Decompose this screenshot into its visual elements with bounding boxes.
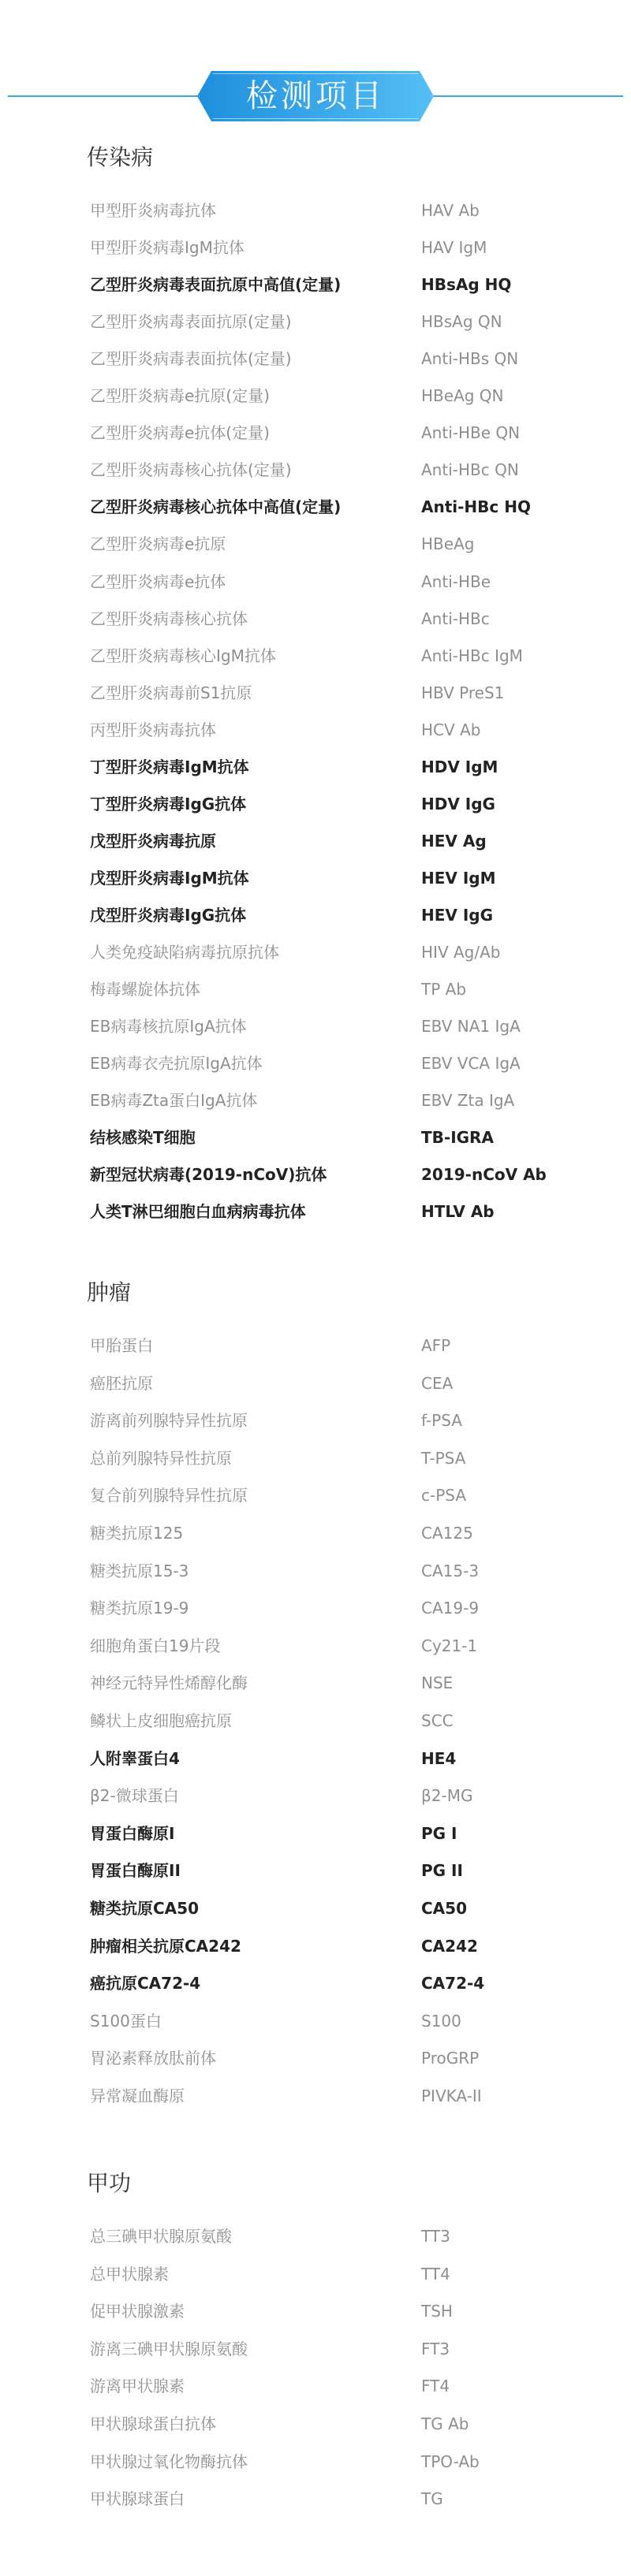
test-item-code: FT3 bbox=[421, 2339, 450, 2358]
test-item-name: 甲状腺过氧化物酶抗体 bbox=[90, 2451, 248, 2471]
test-item-row bbox=[0, 2448, 631, 2475]
test-item-row bbox=[0, 1370, 631, 1397]
test-item-name: 总三碘甲状腺原氨酸 bbox=[90, 2227, 232, 2246]
test-item-name: 肿瘤相关抗原CA242 bbox=[90, 1936, 241, 1956]
test-item-name: 甲型肝炎病毒抗体 bbox=[90, 201, 216, 220]
test-item-code: TSH bbox=[421, 2302, 453, 2321]
test-item-code: Anti-HBc QN bbox=[421, 460, 519, 480]
test-item-code: CA50 bbox=[421, 1899, 467, 1918]
test-item-name: 胃泌素释放肽前体 bbox=[90, 2049, 216, 2068]
test-item-name: 丙型肝炎病毒抗体 bbox=[90, 720, 216, 739]
test-item-code: Anti-HBc IgM bbox=[421, 646, 523, 665]
test-item-row bbox=[0, 345, 631, 372]
test-item-name: 乙型肝炎病毒e抗体(定量) bbox=[90, 423, 270, 443]
test-item-code: CA19-9 bbox=[421, 1599, 480, 1618]
test-item-row bbox=[0, 1124, 631, 1151]
test-item-name: 糖类抗原19-9 bbox=[90, 1599, 189, 1618]
test-item-name: 甲状腺球蛋白抗体 bbox=[90, 2414, 216, 2433]
test-item-code: TPO-Ab bbox=[421, 2451, 480, 2471]
test-item-code: SCC bbox=[421, 1711, 454, 1730]
test-item-name: 戊型肝炎病毒IgM抗体 bbox=[90, 868, 249, 888]
test-item-name: 总前列腺特异性抗原 bbox=[90, 1448, 232, 1468]
test-item-row bbox=[0, 1445, 631, 1472]
page-title: 检测项目 bbox=[246, 78, 385, 114]
test-item-row bbox=[0, 1632, 631, 1659]
test-item-name: 人附睾蛋白4 bbox=[90, 1748, 180, 1768]
test-item-name: 鳞状上皮细胞癌抗原 bbox=[90, 1711, 232, 1730]
test-item-name: 人类免疫缺陷病毒抗原抗体 bbox=[90, 943, 279, 962]
test-item-name: 乙型肝炎病毒e抗体 bbox=[90, 571, 226, 591]
test-item-row bbox=[0, 717, 631, 743]
test-item-code: PIVKA-II bbox=[421, 2086, 482, 2105]
test-item-name: 胃蛋白酶原I bbox=[90, 1823, 175, 1843]
test-item-code: f-PSA bbox=[421, 1411, 462, 1431]
test-item-code: FT4 bbox=[421, 2377, 450, 2396]
test-item-code: HE4 bbox=[421, 1748, 457, 1768]
test-item-row bbox=[0, 382, 631, 409]
test-item-name: 乙型肝炎病毒核心抗体中高值(定量) bbox=[90, 497, 342, 517]
test-item-code: EBV NA1 IgA bbox=[421, 1017, 521, 1037]
test-item-row bbox=[0, 2298, 631, 2325]
test-item-name: 乙型肝炎病毒核心抗体 bbox=[90, 609, 248, 628]
test-item-name: S100蛋白 bbox=[90, 2011, 162, 2031]
test-item-code: S100 bbox=[421, 2011, 461, 2031]
test-item-row bbox=[0, 419, 631, 446]
test-item-row bbox=[0, 2223, 631, 2250]
test-item-row bbox=[0, 939, 631, 966]
test-item-code: HBeAg bbox=[421, 534, 475, 554]
test-item-row bbox=[0, 568, 631, 595]
test-item-name: 游离甲状腺素 bbox=[90, 2377, 185, 2396]
test-item-row bbox=[0, 1161, 631, 1188]
test-item-name: 胃蛋白酶原II bbox=[90, 1861, 181, 1881]
test-item-code: c-PSA bbox=[421, 1486, 467, 1506]
test-item-row bbox=[0, 197, 631, 224]
test-item-name: 丁型肝炎病毒IgM抗体 bbox=[90, 757, 249, 776]
test-item-name: 游离前列腺特异性抗原 bbox=[90, 1411, 248, 1431]
test-item-code: CEA bbox=[421, 1373, 454, 1393]
test-item-row bbox=[0, 1332, 631, 1359]
test-item-code: Cy21-1 bbox=[421, 1636, 478, 1655]
test-item-code: HTLV Ab bbox=[421, 1202, 495, 1222]
test-item-name: 促甲状腺激素 bbox=[90, 2302, 185, 2321]
test-item-row bbox=[0, 2410, 631, 2437]
test-item-name: 乙型肝炎病毒核心IgM抗体 bbox=[90, 646, 276, 665]
test-item-row bbox=[0, 2336, 631, 2362]
test-item-row bbox=[0, 1087, 631, 1114]
test-item-code: TT3 bbox=[421, 2227, 450, 2246]
test-item-code: HDV IgM bbox=[421, 757, 498, 776]
test-item-row bbox=[0, 1198, 631, 1225]
test-item-code: HAV Ab bbox=[421, 201, 480, 220]
section-title: 甲功 bbox=[87, 2170, 132, 2196]
test-item-name: EB病毒Zta蛋白IgA抗体 bbox=[90, 1091, 258, 1111]
test-item-name: 乙型肝炎病毒前S1抗原 bbox=[90, 683, 252, 702]
test-item-row bbox=[0, 1745, 631, 1772]
test-item-name: 戊型肝炎病毒抗原 bbox=[90, 831, 216, 851]
test-item-name: EB病毒核抗原IgA抗体 bbox=[90, 1017, 247, 1037]
test-item-code: TG Ab bbox=[421, 2414, 469, 2433]
test-item-row bbox=[0, 1707, 631, 1734]
test-item-code: HEV IgM bbox=[421, 868, 496, 888]
test-item-row bbox=[0, 1013, 631, 1040]
test-item-code: TT4 bbox=[421, 2264, 450, 2284]
test-item-row bbox=[0, 828, 631, 854]
test-item-name: 乙型肝炎病毒表面抗原中高值(定量) bbox=[90, 275, 342, 295]
test-item-name: 丁型肝炎病毒IgG抗体 bbox=[90, 794, 247, 813]
test-item-name: 新型冠状病毒(2019-nCoV)抗体 bbox=[90, 1165, 327, 1185]
test-item-name: β2-微球蛋白 bbox=[90, 1786, 179, 1806]
test-item-name: 戊型肝炎病毒IgG抗体 bbox=[90, 905, 247, 925]
test-item-name: 总甲状腺素 bbox=[90, 2264, 169, 2284]
test-item-code: CA72-4 bbox=[421, 1974, 485, 1993]
test-item-code: NSE bbox=[421, 1673, 454, 1693]
test-item-row bbox=[0, 234, 631, 261]
test-item-row bbox=[0, 2261, 631, 2288]
test-item-row bbox=[0, 1595, 631, 1621]
test-item-code: HBsAg QN bbox=[421, 312, 502, 332]
test-item-code: 2019-nCoV Ab bbox=[421, 1165, 547, 1185]
test-item-code: PG II bbox=[421, 1861, 463, 1881]
test-item-code: CA242 bbox=[421, 1936, 478, 1956]
test-item-row bbox=[0, 1482, 631, 1509]
test-item-code: HDV IgG bbox=[421, 794, 495, 813]
test-item-code: ProGRP bbox=[421, 2049, 480, 2068]
test-item-code: HEV Ag bbox=[421, 831, 487, 851]
test-item-code: Anti-HBc bbox=[421, 609, 490, 628]
test-item-row bbox=[0, 1407, 631, 1434]
test-item-code: HEV IgG bbox=[421, 905, 494, 925]
test-item-code: CA15-3 bbox=[421, 1561, 480, 1580]
test-item-name: 复合前列腺特异性抗原 bbox=[90, 1486, 248, 1506]
test-item-code: Anti-HBe QN bbox=[421, 423, 521, 443]
test-item-code: HCV Ab bbox=[421, 720, 481, 739]
test-item-name: 糖类抗原CA50 bbox=[90, 1899, 199, 1918]
test-item-name: 癌胚抗原 bbox=[90, 1373, 153, 1393]
test-item-row bbox=[0, 679, 631, 706]
test-item-name: 甲型肝炎病毒IgM抗体 bbox=[90, 238, 245, 258]
test-item-row bbox=[0, 308, 631, 335]
test-item-code: Anti-HBc HQ bbox=[421, 497, 531, 517]
test-item-row bbox=[0, 271, 631, 298]
test-item-code: EBV VCA IgA bbox=[421, 1054, 521, 1074]
test-item-code: HBsAg HQ bbox=[421, 275, 512, 295]
test-item-row bbox=[0, 1970, 631, 1997]
test-item-row bbox=[0, 1558, 631, 1584]
test-item-code: EBV Zta IgA bbox=[421, 1091, 515, 1111]
test-item-code: β2-MG bbox=[421, 1786, 473, 1806]
test-item-code: AFP bbox=[421, 1336, 451, 1355]
test-item-row bbox=[0, 2373, 631, 2399]
test-item-row bbox=[0, 605, 631, 632]
test-item-row bbox=[0, 902, 631, 929]
test-item-code: TG bbox=[421, 2489, 443, 2509]
section-title: 肿瘤 bbox=[87, 1279, 132, 1305]
test-item-name: 神经元特异性烯醇化酶 bbox=[90, 1673, 248, 1693]
test-item-name: 细胞角蛋白19片段 bbox=[90, 1636, 221, 1655]
test-item-code: HIV Ag/Ab bbox=[421, 943, 501, 962]
test-item-code: CA125 bbox=[421, 1524, 473, 1543]
test-item-code: Anti-HBs QN bbox=[421, 349, 519, 369]
test-item-row bbox=[0, 791, 631, 817]
test-item-row bbox=[0, 1050, 631, 1077]
test-item-name: 甲胎蛋白 bbox=[90, 1336, 153, 1355]
test-item-row bbox=[0, 2045, 631, 2072]
test-item-code: TP Ab bbox=[421, 980, 467, 1000]
test-item-name: 梅毒螺旋体抗体 bbox=[90, 980, 200, 1000]
test-item-code: TB-IGRA bbox=[421, 1128, 494, 1148]
test-item-name: EB病毒衣壳抗原IgA抗体 bbox=[90, 1054, 263, 1074]
test-item-name: 乙型肝炎病毒核心抗体(定量) bbox=[90, 460, 292, 480]
test-item-name: 糖类抗原15-3 bbox=[90, 1561, 189, 1580]
test-item-row bbox=[0, 1857, 631, 1884]
test-item-row bbox=[0, 2083, 631, 2109]
test-item-row bbox=[0, 865, 631, 892]
test-item-row bbox=[0, 530, 631, 557]
test-item-name: 人类T淋巴细胞白血病病毒抗体 bbox=[90, 1202, 306, 1222]
test-item-code: Anti-HBe bbox=[421, 571, 491, 591]
test-item-row bbox=[0, 456, 631, 483]
test-item-row bbox=[0, 493, 631, 520]
test-item-code: PG I bbox=[421, 1823, 457, 1843]
test-item-row bbox=[0, 642, 631, 669]
page-banner bbox=[0, 63, 631, 129]
test-item-code: HAV IgM bbox=[421, 238, 487, 258]
test-item-name: 乙型肝炎病毒e抗原 bbox=[90, 534, 226, 554]
test-item-row bbox=[0, 1933, 631, 1960]
test-item-row bbox=[0, 976, 631, 1003]
test-item-row bbox=[0, 2485, 631, 2512]
test-item-row bbox=[0, 1670, 631, 1696]
test-item-name: 异常凝血酶原 bbox=[90, 2086, 185, 2105]
test-item-name: 乙型肝炎病毒e抗原(定量) bbox=[90, 386, 270, 406]
test-item-code: T-PSA bbox=[421, 1448, 466, 1468]
test-item-name: 糖类抗原125 bbox=[90, 1524, 184, 1543]
test-item-name: 乙型肝炎病毒表面抗体(定量) bbox=[90, 349, 292, 369]
test-item-row bbox=[0, 2008, 631, 2034]
test-item-code: HBV PreS1 bbox=[421, 683, 505, 702]
test-item-name: 游离三碘甲状腺原氨酸 bbox=[90, 2339, 248, 2358]
test-item-code: HBeAg QN bbox=[421, 386, 504, 406]
test-item-row bbox=[0, 1895, 631, 1922]
test-item-row bbox=[0, 754, 631, 780]
test-item-name: 甲状腺球蛋白 bbox=[90, 2489, 185, 2509]
test-item-row bbox=[0, 1820, 631, 1847]
test-item-name: 癌抗原CA72-4 bbox=[90, 1974, 201, 1993]
test-item-name: 乙型肝炎病毒表面抗原(定量) bbox=[90, 312, 292, 332]
test-item-name: 结核感染T细胞 bbox=[90, 1128, 196, 1148]
test-item-row bbox=[0, 1782, 631, 1809]
section-title: 传染病 bbox=[87, 144, 154, 170]
test-item-row bbox=[0, 1520, 631, 1547]
